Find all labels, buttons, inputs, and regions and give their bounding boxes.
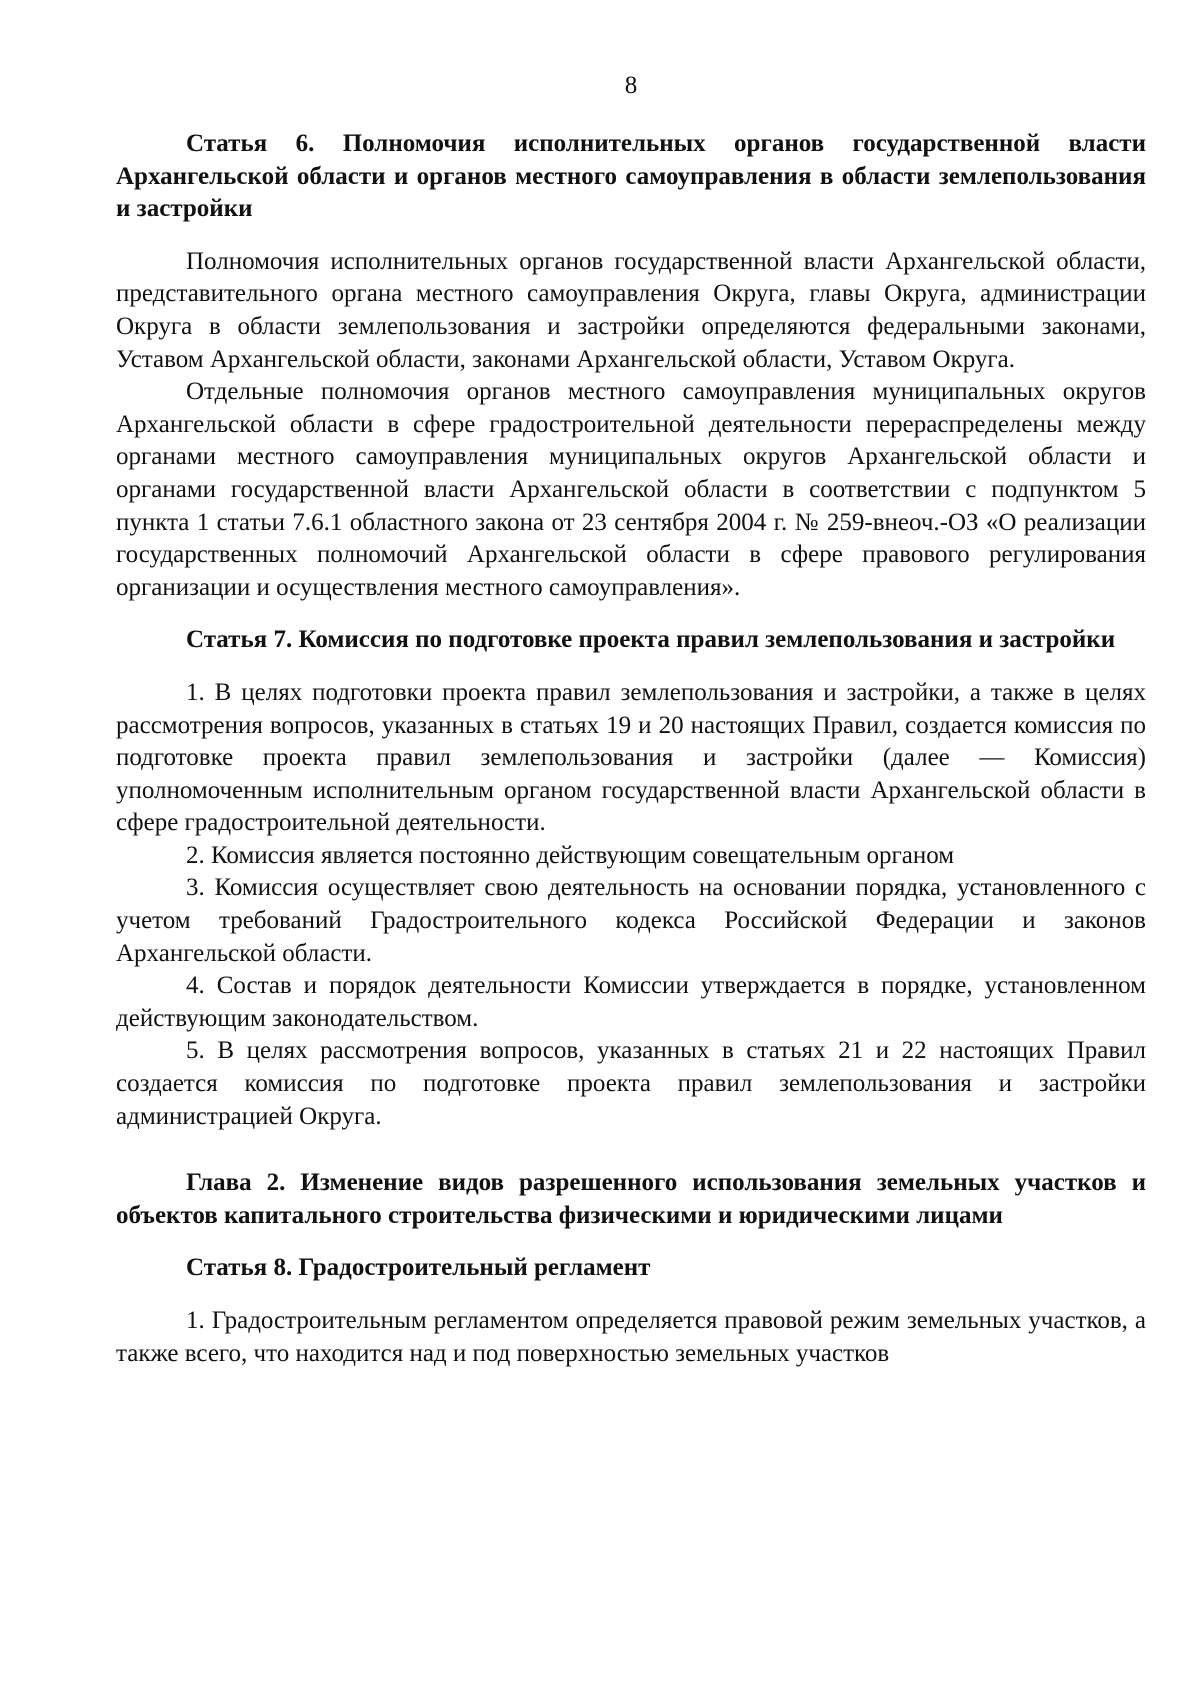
article-8-heading: Статья 8. Градостроительный регламент (186, 1254, 651, 1282)
article-7-paragraph-3: 3. Комиссия осуществляет свою деятельность на основании порядка, установленного с учетом требований Градостроительного кодекса Российской Федерации и законов Архангельской области. (116, 874, 1146, 967)
article-7-paragraph-4: 4. Состав и порядок деятельности Комиссии утверждается в порядке, установленном действующим законодательством. (116, 972, 1146, 1032)
chapter-2-heading: Глава 2. Изменение видов разрешенного использования земельных участков и объектов капитального строительства физическими и юридическими лицами (116, 1169, 1146, 1229)
article-6-paragraph-1: Полномочия исполнительных органов государственной власти Архангельской области, представительного органа местного самоуправления Округа, главы Округа, администрации Округа в области землепользования и застройки определяются федеральными законами, Уставом Архангельской области, законами Архангельской области, Уставом Округа. (116, 247, 1146, 373)
article-8-paragraph-1: 1. Градостроительным регламентом определяется правовой режим земельных участков, а также всего, что находится над и под поверхностью земельных участков (116, 1307, 1146, 1367)
page-number: 8 (624, 72, 638, 99)
document-body (116, 128, 1146, 1370)
article-7-heading: Статья 7. Комиссия по подготовке проекта правил землепользования и застройки (186, 626, 1116, 654)
article-7-paragraph-2: 2. Комиссия является постоянно действующим совещательным органом (186, 841, 955, 869)
article-7-paragraph-1: 1. В целях подготовки проекта правил землепользования и застройки, а также в целях рассмотрения вопросов, указанных в статьях 19 и 20 настоящих Правил, создается комиссия по подготовке проекта правил землепользования и застройки (далее — Комиссия) уполномоченным исполнительным органом государственной власти Архангельской области в сфере градостроительной деятельности. (116, 678, 1146, 837)
article-7-paragraph-5: 5. В целях рассмотрения вопросов, указанных в статьях 21 и 22 настоящих Правил создается комиссия по подготовке проекта правил землепользования и застройки администрацией Округа. (116, 1037, 1146, 1130)
article-6-heading: Статья 6. Полномочия исполнительных органов государственной власти Архангельской области и органов местного самоуправления в области землепользования и застройки (116, 130, 1146, 223)
article-6-paragraph-2: Отдельные полномочия органов местного самоуправления муниципальных округов Архангельской области в сфере градостроительной деятельности перераспределены между органами местного самоуправления муниципальных округов Архангельской области и органами государственной власти Архангельской области в соответствии с подпунктом 5 пункта 1 статьи 7.6.1 областного закона от 23 сентября 2004 г. № 259-внеоч.-ОЗ «О реализации государственных полномочий Архангельской области в сфере правового регулирования организации и осуществления местного самоуправления». (116, 378, 1146, 601)
